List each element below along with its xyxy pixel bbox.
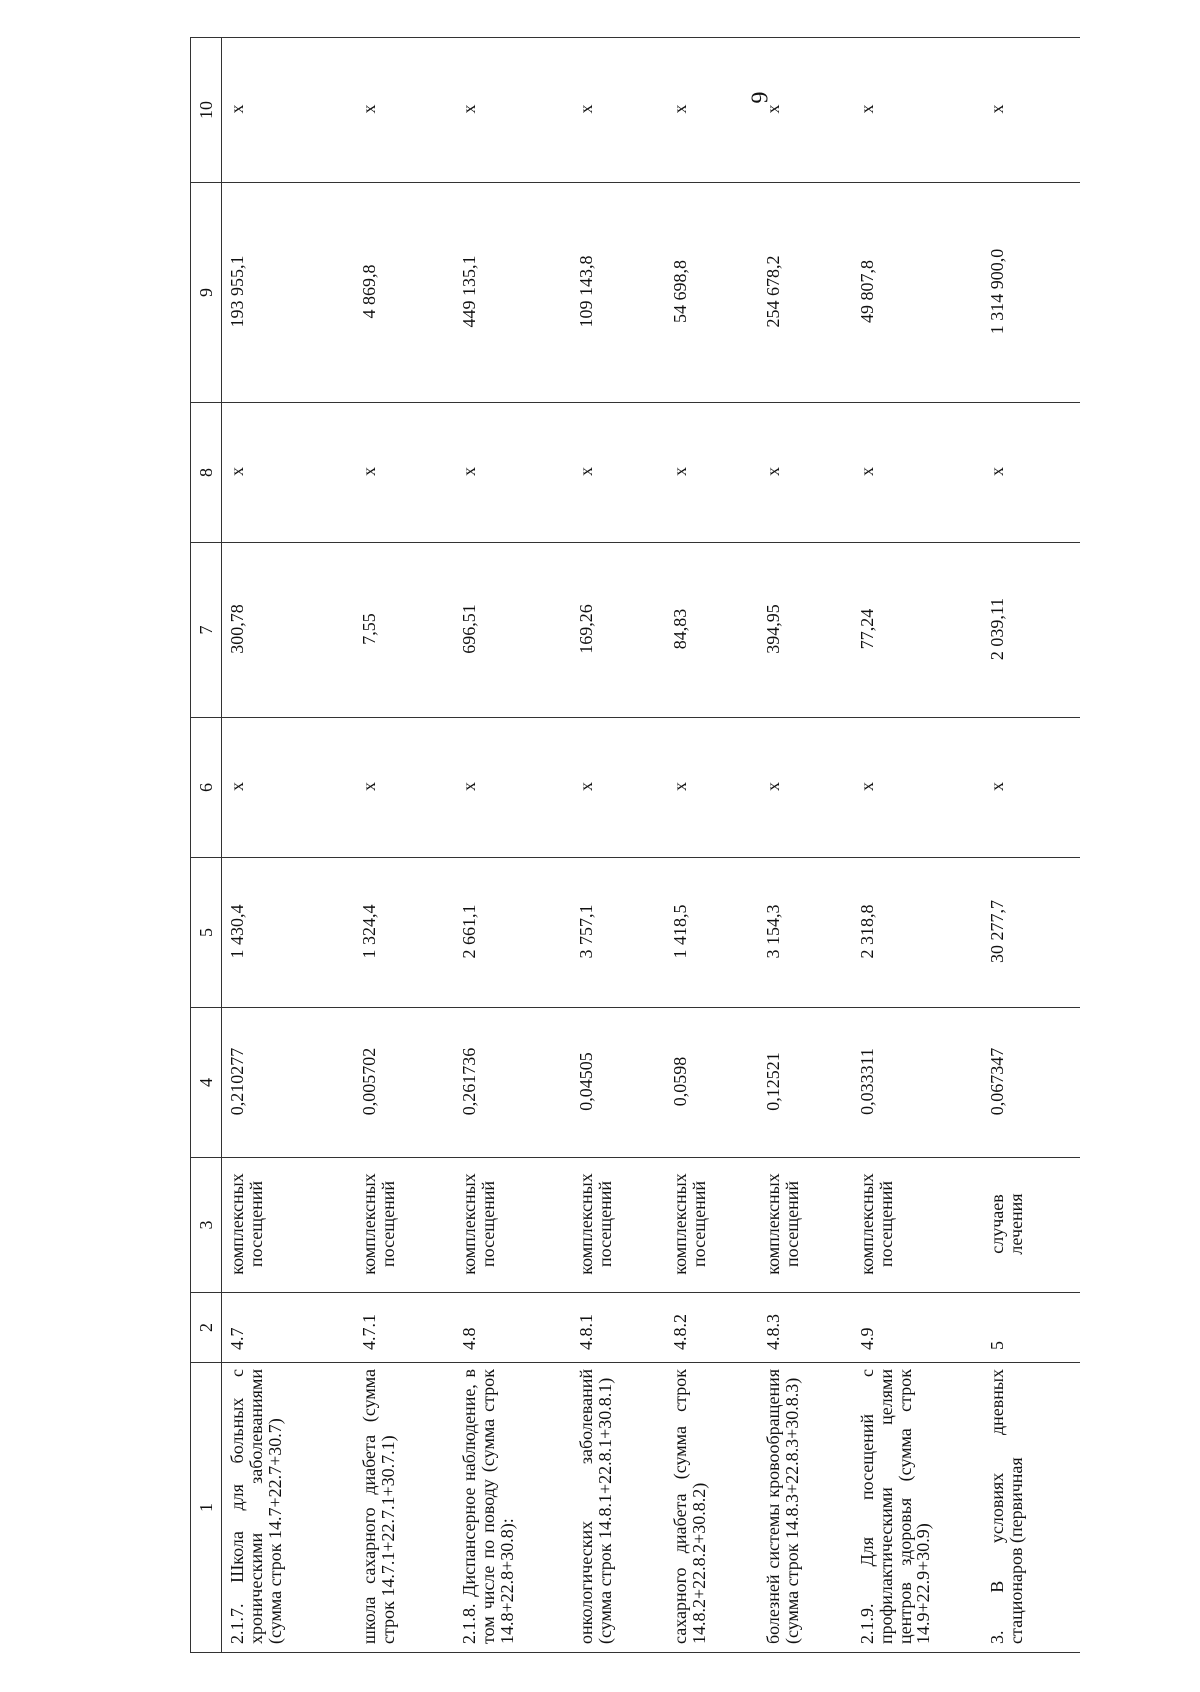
cell-norm: 0,210277	[222, 1008, 355, 1158]
cell-line-code: 4.7.1	[354, 1293, 454, 1363]
cell-norm: 0,261736	[454, 1008, 571, 1158]
cell-cost: 30 277,7	[982, 858, 1080, 1008]
cell-x: х	[571, 38, 664, 183]
cell-indicator: 3. В условиях дневных стационаров (первичная	[982, 1363, 1080, 1653]
cell-x: х	[758, 718, 851, 858]
cell-unit: комплексных посещений	[852, 1158, 982, 1293]
cell-x: х	[852, 403, 982, 543]
cell-x: х	[665, 718, 758, 858]
cell-total: 193 955,1	[222, 183, 355, 403]
column-header: 7	[191, 543, 222, 718]
cell-x: х	[852, 38, 982, 183]
cell-total: 1 314 900,0	[982, 183, 1080, 403]
table-row	[571, 38, 664, 1653]
cell-norm: 0,005702	[354, 1008, 454, 1158]
cell-x: х	[758, 38, 851, 183]
cell-x: х	[982, 38, 1080, 183]
cell-x: х	[571, 403, 664, 543]
cell-x: х	[454, 718, 571, 858]
table-row	[758, 38, 851, 1653]
cell-x: х	[354, 38, 454, 183]
header-row	[191, 38, 222, 1653]
data-table	[190, 37, 1080, 1653]
cell-line-code: 4.8.2	[665, 1293, 758, 1363]
cell-value: 696,51	[454, 543, 571, 718]
column-header: 9	[191, 183, 222, 403]
cell-norm: 0,12521	[758, 1008, 851, 1158]
cell-norm: 0,067347	[982, 1008, 1080, 1158]
cell-total: 54 698,8	[665, 183, 758, 403]
column-header: 3	[191, 1158, 222, 1293]
cell-x: х	[665, 38, 758, 183]
cell-value: 300,78	[222, 543, 355, 718]
cell-x: х	[222, 38, 355, 183]
cell-norm: 0,033311	[852, 1008, 982, 1158]
cell-x: х	[454, 403, 571, 543]
cell-line-code: 4.9	[852, 1293, 982, 1363]
cell-total: 109 143,8	[571, 183, 664, 403]
cell-value: 77,24	[852, 543, 982, 718]
cell-x: х	[571, 718, 664, 858]
column-header: 10	[191, 38, 222, 183]
cell-indicator: 2.1.7. Школа для больных с хроническими заболеваниями (сумма строк 14.7+22.7+30.7)	[222, 1363, 355, 1653]
cell-unit: комплексных посещений	[665, 1158, 758, 1293]
cell-value: 169,26	[571, 543, 664, 718]
column-header: 1	[191, 1363, 222, 1653]
cell-unit: комплексных посещений	[571, 1158, 664, 1293]
cell-value: 394,95	[758, 543, 851, 718]
cell-unit: комплексных посещений	[758, 1158, 851, 1293]
cell-x: х	[665, 403, 758, 543]
page-number: 6	[745, 91, 772, 104]
cell-cost: 2 661,1	[454, 858, 571, 1008]
cell-line-code: 4.8.3	[758, 1293, 851, 1363]
cell-x: х	[222, 403, 355, 543]
cell-x: х	[982, 403, 1080, 543]
column-header: 8	[191, 403, 222, 543]
cell-indicator: школа сахарного диабета (сумма строк 14.7.1+22.7.1+30.7.1)	[354, 1363, 454, 1653]
cell-unit: случаев лечения	[982, 1158, 1080, 1293]
cell-norm: 0,04505	[571, 1008, 664, 1158]
table-row	[982, 38, 1080, 1653]
cell-cost: 1 324,4	[354, 858, 454, 1008]
cell-value: 7,55	[354, 543, 454, 718]
table-row	[852, 38, 982, 1653]
table-row	[222, 38, 355, 1653]
cell-x: х	[454, 38, 571, 183]
cell-value: 84,83	[665, 543, 758, 718]
cell-indicator: 2.1.9. Для посещений с профилактическими целями центров здоровья (сумма строк 14.9+22.9+30.9)	[852, 1363, 982, 1653]
cell-unit: комплексных посещений	[222, 1158, 355, 1293]
cell-unit: комплексных посещений	[454, 1158, 571, 1293]
cell-total: 449 135,1	[454, 183, 571, 403]
cell-cost: 1 418,5	[665, 858, 758, 1008]
cell-indicator: болезней системы кровообращения (сумма строк 14.8.3+22.8.3+30.8.3)	[758, 1363, 851, 1653]
table-container	[190, 38, 1080, 1653]
cell-total: 49 807,8	[852, 183, 982, 403]
cell-cost: 3 154,3	[758, 858, 851, 1008]
cell-x: х	[982, 718, 1080, 858]
cell-unit: комплексных посещений	[354, 1158, 454, 1293]
cell-x: х	[354, 403, 454, 543]
cell-total: 4 869,8	[354, 183, 454, 403]
column-header: 4	[191, 1008, 222, 1158]
cell-x: х	[354, 718, 454, 858]
cell-x: х	[222, 718, 355, 858]
cell-x: х	[852, 718, 982, 858]
cell-x: х	[758, 403, 851, 543]
cell-cost: 3 757,1	[571, 858, 664, 1008]
column-header: 5	[191, 858, 222, 1008]
table-row	[354, 38, 454, 1653]
table-row	[665, 38, 758, 1653]
cell-line-code: 4.8.1	[571, 1293, 664, 1363]
column-header: 6	[191, 718, 222, 858]
cell-line-code: 4.8	[454, 1293, 571, 1363]
cell-line-code: 5	[982, 1293, 1080, 1363]
cell-total: 254 678,2	[758, 183, 851, 403]
cell-line-code: 4.7	[222, 1293, 355, 1363]
cell-cost: 1 430,4	[222, 858, 355, 1008]
cell-cost: 2 318,8	[852, 858, 982, 1008]
table-row	[454, 38, 571, 1653]
cell-value: 2 039,11	[982, 543, 1080, 718]
cell-indicator: сахарного диабета (сумма строк 14.8.2+22.8.2+30.8.2)	[665, 1363, 758, 1653]
cell-indicator: онкологических заболеваний (сумма строк 14.8.1+22.8.1+30.8.1)	[571, 1363, 664, 1653]
column-header: 2	[191, 1293, 222, 1363]
cell-norm: 0,0598	[665, 1008, 758, 1158]
cell-indicator: 2.1.8. Диспансерное наблюдение, в том числе по поводу (сумма строк 14.8+22.8+30.8):	[454, 1363, 571, 1653]
